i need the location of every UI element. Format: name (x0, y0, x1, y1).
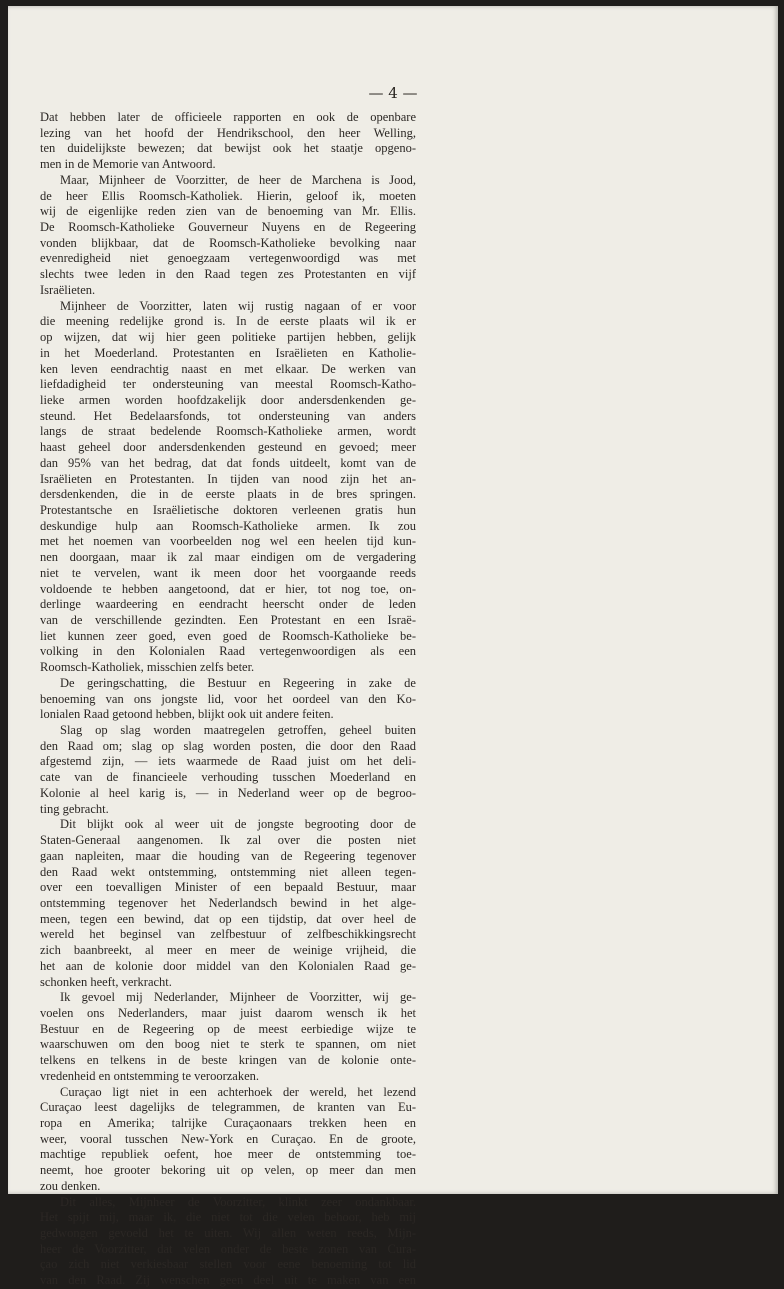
text-line: ten duidelijkste bewezen; dat bewijst ook het staatje opgeno- (40, 141, 416, 156)
text-line: langs de straat bedelende Roomsch-Katholieke armen, wordt (40, 424, 416, 439)
text-line: Protestantsche en Israëlietische doktoren verleenen gratis hun (40, 502, 416, 517)
text-line: steund. Het Bedelaarsfonds, tot ondersteuning van anders (40, 408, 416, 423)
text-line: heer de Voorzitter, dat velen onder de beste zonen van Cura- (40, 1241, 416, 1256)
text-line: Mijnheer de Voorzitter, laten wij rustig nagaan of er voor (60, 298, 416, 313)
text-line: gedwongen gevoeld het te uiten. Wij allen weten reeds, Mijn- (40, 1226, 416, 1241)
text-line: over een toevalligen Minister of een bepaald Bestuur, maar (40, 880, 416, 895)
text-line: De Roomsch-Katholieke Gouverneur Nuyens en de Regeering (40, 220, 416, 235)
text-line: Dit blijkt ook al weer uit de jongste begrooting door de (60, 817, 416, 832)
text-line: van den Raad. Zij wenschen geen deel uit te maken van een (40, 1273, 416, 1288)
text-line: Dat hebben later de officieele rapporten en ook de openbare (40, 110, 416, 124)
text-line: Curaçao ligt niet in een achterhoek der wereld, het lezend (60, 1084, 416, 1099)
text-line: Kolonie al heel karig is, — in Nederland weer op de begroo- (40, 785, 416, 800)
text-line: nen doorgaan, maar ik zal maar eindigen om de vergadering (40, 550, 416, 565)
text-line: evenredigheid niet genoegzaam vertegenwoordigd was met (40, 251, 416, 266)
text-line: in het Moederland. Protestanten en Israëlieten en Katholie- (40, 345, 416, 360)
text-line: die meening redelijke grond is. In de eerste plaats wil ik er (40, 314, 416, 329)
text-line: van de verschillende gezindten. Een Protestant en een Israë- (40, 613, 416, 627)
text-line: Bestuur en de Regeering op de meest eerbiedige wijze te (40, 1021, 416, 1036)
text-line: gaan napleiten, maar die houding van de Regeering tegenover (40, 848, 416, 863)
text-line: Dit alles, Mijnheer de Voorzitter, klinkt zeer ondankbaar. (60, 1194, 416, 1209)
text-line: den Raad wekt ontstemming, ontstemming niet alleen tegen- (40, 864, 416, 879)
text-line: Curaçao leest dagelijks de telegrammen, de kranten van Eu- (40, 1100, 416, 1115)
text-line: lieke armen worden hoofdzakelijk door andersdenkenden ge- (40, 392, 416, 407)
text-line: waarschuwen om den boog niet te sterk te spannen, om niet (40, 1037, 416, 1052)
text-line: wij de eigenlijke reden zien van de benoeming van Mr. Ellis. (40, 204, 416, 219)
text-line: meen, tegen een bewind, dat op een tijdstip, dat over heel de (40, 911, 416, 926)
text-line: cate van de financieele verhouding tusschen Moederland en (40, 770, 416, 785)
text-line: den Raad om; slag op slag worden posten, die door den Raad (40, 738, 416, 753)
text-line: ting gebracht. (40, 801, 109, 816)
text-line: het aan de kolonie door middel van den Kolonialen Raad ge- (40, 958, 416, 973)
text-line: schonken heeft, verkracht. (40, 974, 172, 989)
text-line: Staten-Generaal aangenomen. Ik zal over die posten niet (40, 833, 416, 848)
page-number: — 4 — (368, 84, 418, 102)
text-line: de heer Ellis Roomsch-Katholiek. Hierin, geloof ik, moeten (40, 188, 416, 203)
text-line: liet kunnen zeer goed, even goed de Roomsch-Katholieke be- (40, 628, 416, 643)
text-line: ontstemming tegenover het Nederlandsch bewind in het alge- (40, 895, 416, 910)
text-line: Israëlieten en Protestanten. In tijden van nood zijn het an- (40, 471, 416, 486)
text-line: slechts twee leden in den Raad tegen zes Protestanten en vijf (40, 267, 416, 282)
text-line: niet te vervelen, want ik meen door het voorgaande reeds (40, 565, 416, 580)
text-line: derlinge waardeering en eendracht heerscht onder de leden (40, 597, 416, 612)
text-line: op wijzen, dat wij hier geen politieke partijen hebben, gelijk (40, 330, 416, 345)
text-line: machtige republiek oefent, hoe meer de ontstemming toe- (40, 1147, 416, 1162)
text-line: çao zich niet verkiesbaar stellen voor eene benoeming tot lid (40, 1257, 416, 1272)
text-line: zou denken. (40, 1178, 101, 1193)
text-line: men in de Memorie van Antwoord. (40, 157, 216, 172)
text-line: deskundige hulp aan Roomsch-Katholieke armen. Ik zou (40, 518, 416, 533)
text-line: zich baanbreekt, al meer en meer de weinige vrijheid, die (40, 943, 416, 958)
text-line: afgestemd zijn, — iets waarmede de Raad juist om het deli- (40, 754, 416, 769)
text-line: wereld het beginsel van zelfbestuur of zelfbeschikkingsrecht (40, 927, 416, 942)
text-line: benoeming van ons jongste lid, voor het oordeel van den Ko- (40, 691, 416, 706)
text-line: Ik gevoel mij Nederlander, Mijnheer de Voorzitter, wij ge- (60, 990, 416, 1005)
text-line: lonialen Raad getoond hebben, blijkt ook uit andere feiten. (40, 707, 334, 722)
text-line: ropa en Amerika; talrijke Curaçaonaars trekken heen en (40, 1116, 416, 1130)
text-line: Slag op slag worden maatregelen getroffen, geheel buiten (60, 723, 416, 738)
text-line: voldoende te hebben aangetoond, dat er hier, tot nog toe, on- (40, 581, 416, 596)
text-line: Maar, Mijnheer de Voorzitter, de heer de Marchena is Jood, (60, 172, 416, 187)
text-line: voelen ons Nederlanders, maar juist daarom wensch ik het (40, 1005, 416, 1020)
text-line: met het noemen van voorbeelden nog wel een heelen tijd kun- (40, 534, 416, 549)
text-line: dan 95% van het bedrag, dat dat fonds uitdeelt, komt van de (40, 455, 416, 470)
text-line: vonden blijkbaar, dat de Roomsch-Katholieke bevolking naar (40, 235, 416, 250)
text-line: dersdenkenden, die in de eerste plaats in de bres springen. (40, 487, 416, 502)
document-page (8, 6, 778, 1288)
text-line: lezing van het hoofd der Hendrikschool, den heer Welling, (40, 125, 416, 140)
text-line: neemt, hoe grooter bekoring uit op velen, op meer dan men (40, 1163, 416, 1178)
text-line: vredenheid en ontstemming te veroorzaken. (40, 1068, 260, 1083)
text-line: Israëlieten. (40, 282, 96, 297)
text-line: liefdadigheid ter ondersteuning van meestal Roomsch-Katho- (40, 377, 416, 392)
text-line: haast geheel door andersdenkenden gesteund en gevoed; meer (40, 440, 416, 455)
text-line: volking in den Kolonialen Raad vertegenwoordigen als een (40, 644, 416, 659)
text-line: Het spijt mij, maar ik, die niet tot die velen behoor, heb mij (40, 1210, 416, 1225)
text-line: telkens en telkens in de beste kringen van de kolonie onte- (40, 1053, 416, 1068)
text-line: ken leven eendrachtig naast en met elkaar. De werken van (40, 361, 416, 376)
text-line: Roomsch-Katholiek, misschien zelfs beter. (40, 660, 255, 675)
text-line: De geringschatting, die Bestuur en Regeering in zake de (60, 675, 416, 690)
body-text (40, 110, 416, 1289)
text-line: weer, vooral tusschen New-York en Curaçao. En de groote, (40, 1131, 416, 1146)
